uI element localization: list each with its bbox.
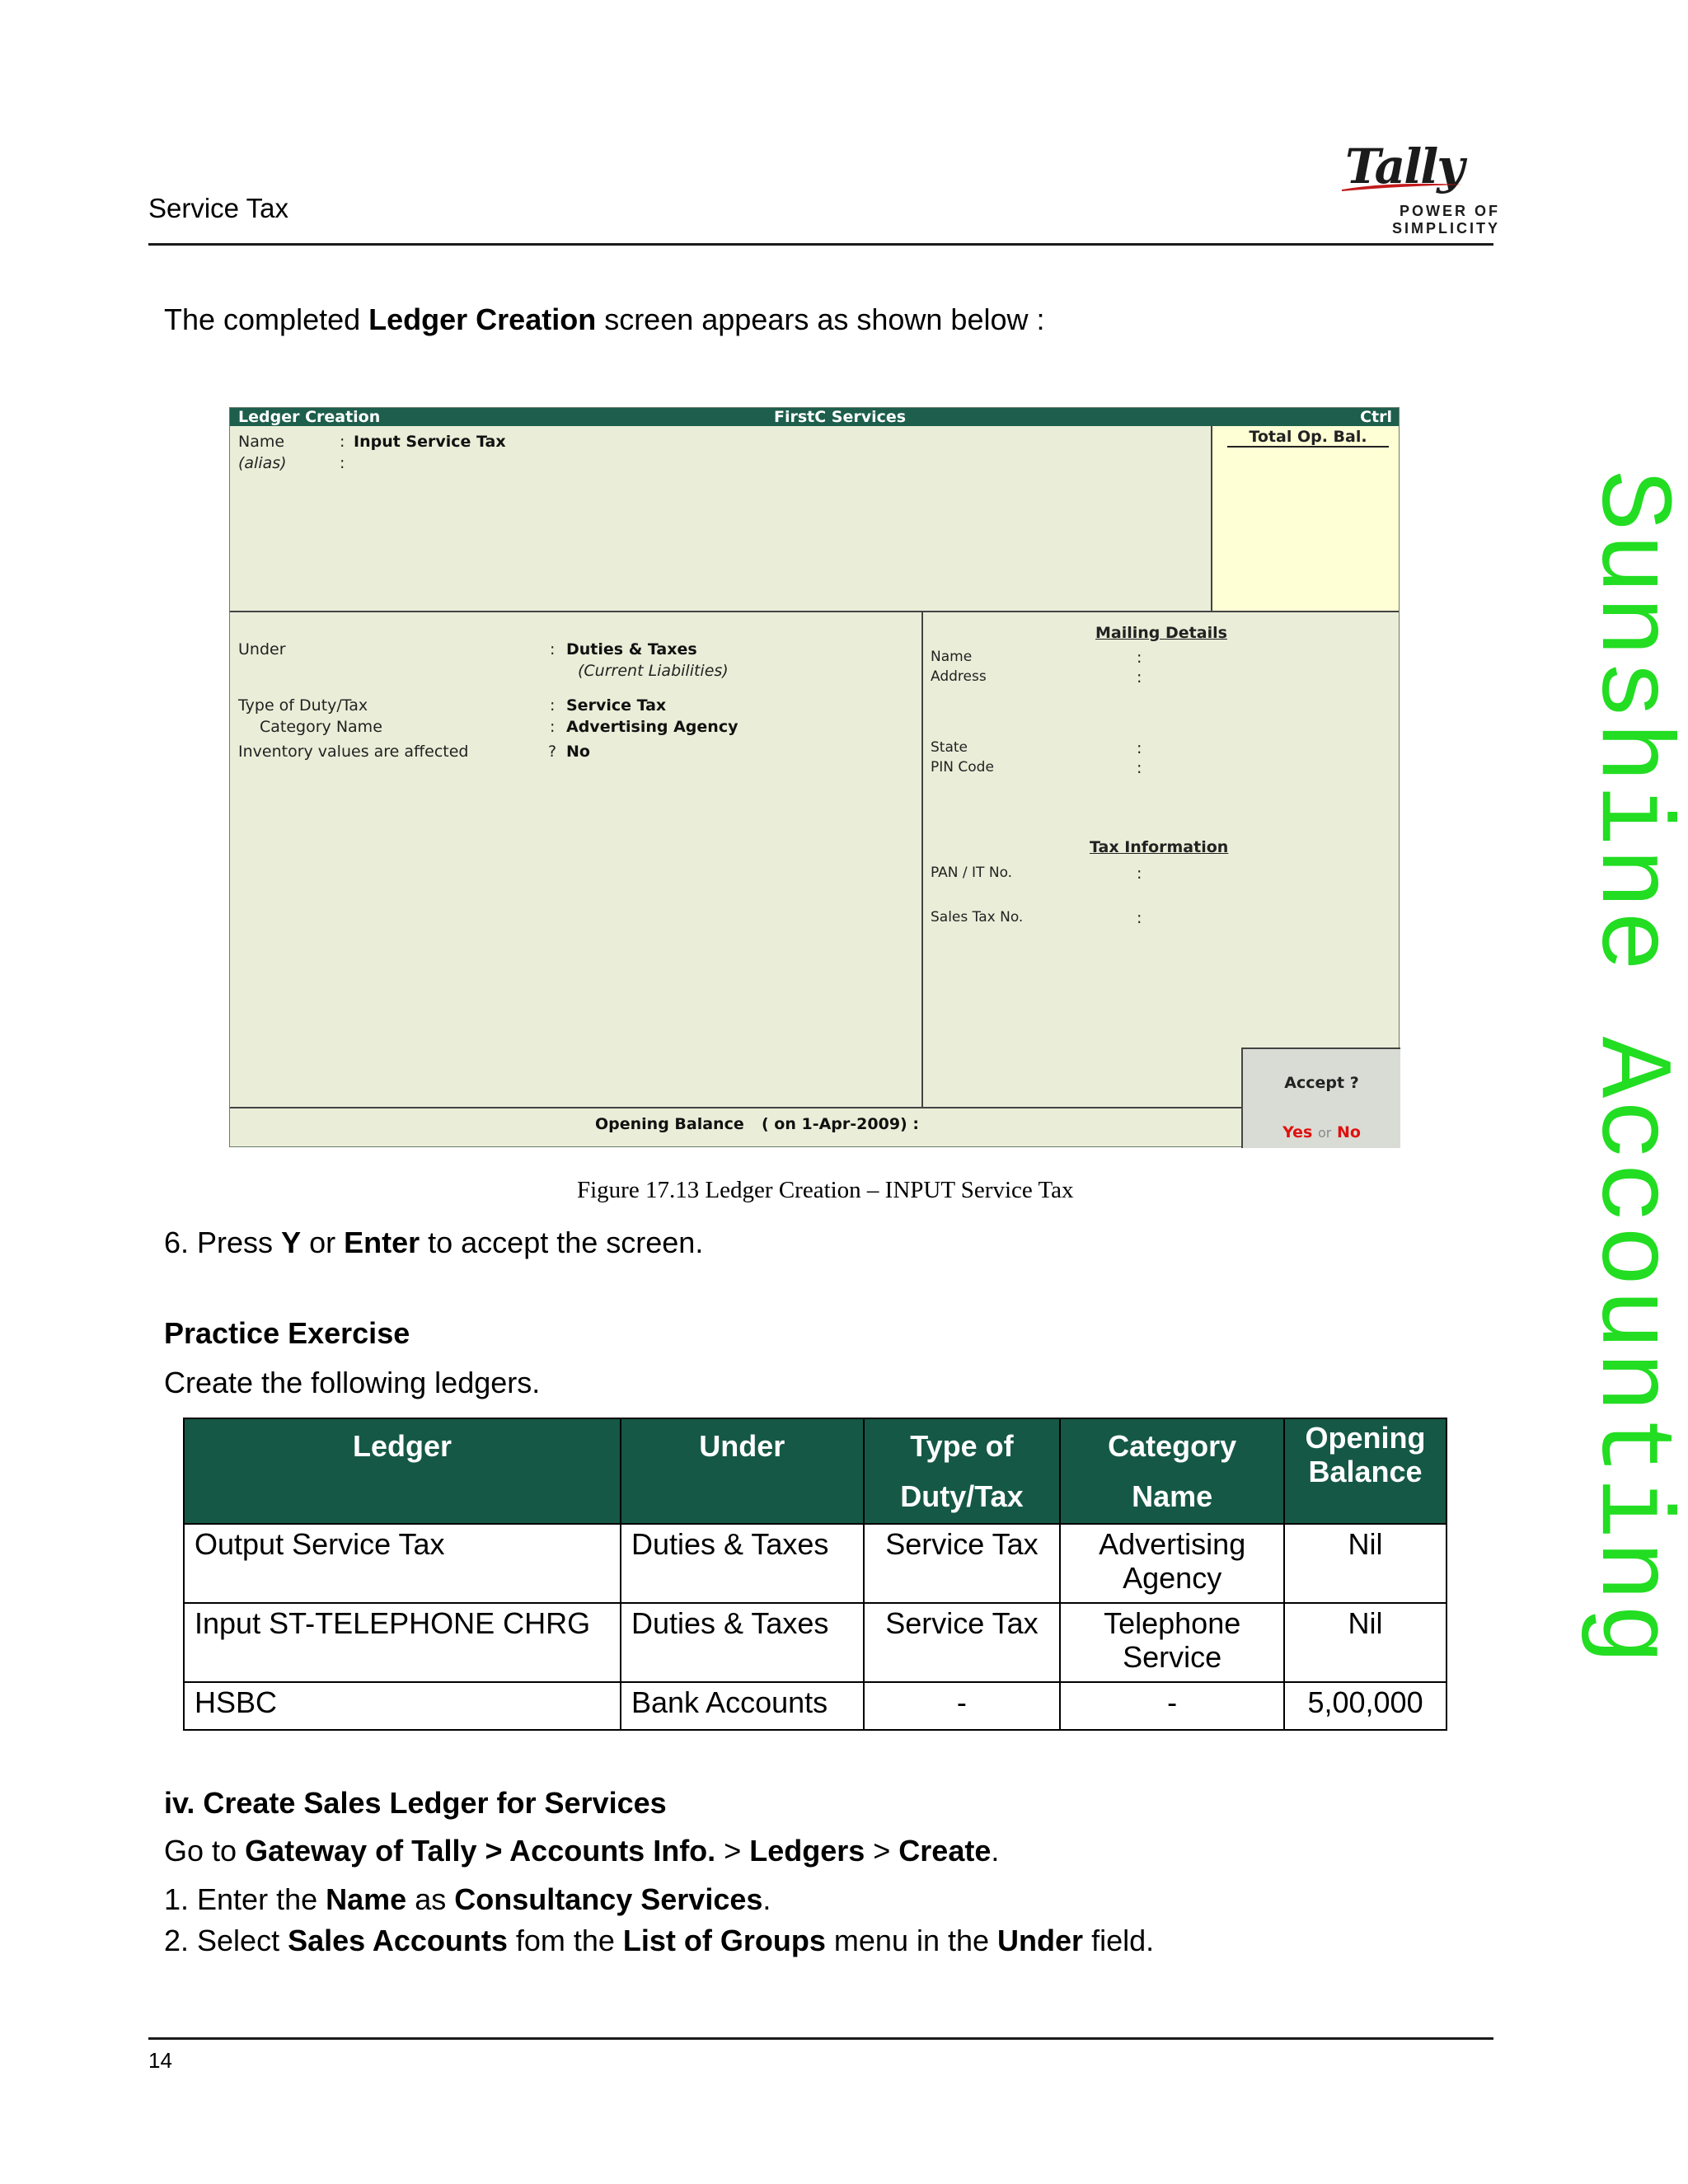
- step2-mid2: menu in the: [825, 1924, 998, 1957]
- mail-pin-label: PIN Code: [931, 759, 994, 776]
- table-row: [184, 1524, 1447, 1603]
- step2-menu: List of Groups: [622, 1924, 826, 1957]
- company-name: FirstC Services: [774, 408, 907, 426]
- mail-name-colon: :: [1137, 649, 1142, 667]
- no-button[interactable]: No: [1336, 1123, 1361, 1141]
- col-header-under: Under: [621, 1418, 864, 1524]
- opening-balance-label: Opening Balance: [595, 1115, 744, 1133]
- total-op-bal-panel: [1211, 426, 1399, 612]
- duty-type-colon: :: [550, 696, 556, 715]
- name-value[interactable]: Input Service Tax: [354, 433, 506, 451]
- step2-field: Under: [997, 1924, 1084, 1957]
- cell-category: Telephone Service: [1060, 1603, 1284, 1682]
- practice-ledger-table: [183, 1418, 1447, 1731]
- bottom-rule: [230, 1107, 1242, 1108]
- step1-period: .: [762, 1882, 771, 1916]
- goto-path: Gateway of Tally > Accounts Info.: [245, 1834, 716, 1868]
- pan-colon: :: [1137, 865, 1142, 883]
- mail-address-label: Address: [931, 668, 987, 685]
- step2-end: field.: [1083, 1924, 1155, 1957]
- category-value[interactable]: Advertising Agency: [566, 718, 738, 736]
- col-header-opening: Opening Balance: [1284, 1418, 1447, 1524]
- cell-ledger: Output Service Tax: [184, 1524, 621, 1603]
- cell-under: Bank Accounts: [621, 1682, 864, 1730]
- accept-choices: [1243, 1123, 1400, 1141]
- col-header-category: Category Name: [1060, 1418, 1284, 1524]
- step-6: [164, 1225, 703, 1260]
- mail-address-colon: :: [1137, 668, 1142, 687]
- or-text: or: [1317, 1125, 1332, 1141]
- mail-state-label: State: [931, 739, 968, 756]
- cell-opening: Nil: [1284, 1603, 1447, 1682]
- screen-titlebar: [230, 408, 1399, 426]
- mail-pin-colon: :: [1137, 759, 1142, 777]
- logo-swoosh-icon: [1340, 180, 1464, 193]
- intro-text-end: screen appears as shown below :: [596, 302, 1045, 336]
- step1-text: 1. Enter the: [164, 1882, 326, 1916]
- step6-text-end: to accept the screen.: [420, 1226, 704, 1259]
- goto-instruction: [164, 1833, 999, 1868]
- step-2: [164, 1923, 1154, 1958]
- tally-logo: [1309, 138, 1500, 237]
- step6-text: 6. Press: [164, 1226, 282, 1259]
- table-header-row: [184, 1418, 1447, 1524]
- header-rule: [148, 243, 1493, 246]
- under-colon: :: [550, 640, 556, 658]
- cell-under: Duties & Taxes: [621, 1603, 864, 1682]
- sales-tax-label: Sales Tax No.: [931, 909, 1024, 926]
- col-header-ledger: Ledger: [184, 1418, 621, 1524]
- practice-intro: Create the following ledgers.: [164, 1366, 541, 1399]
- cell-type: Service Tax: [864, 1524, 1061, 1603]
- panel-divider: [921, 612, 923, 1107]
- ledger-creation-screen: [229, 407, 1400, 1147]
- upper-rule: [230, 611, 1211, 612]
- logo-wordmark: Tally: [1345, 138, 1463, 194]
- mail-name-label: Name: [931, 649, 973, 665]
- under-value[interactable]: Duties & Taxes: [566, 640, 697, 658]
- goto-period: .: [991, 1834, 1000, 1868]
- step1-name: Name: [326, 1882, 407, 1916]
- inventory-label: Inventory values are affected: [238, 743, 469, 761]
- step6-key-y: Y: [281, 1226, 302, 1259]
- section-iv-heading: iv. Create Sales Ledger for Services: [164, 1786, 667, 1820]
- cell-under: Duties & Taxes: [621, 1524, 864, 1603]
- practice-heading: Practice Exercise: [164, 1316, 410, 1350]
- inventory-question: ?: [548, 743, 557, 761]
- cell-category: Advertising Agency: [1060, 1524, 1284, 1603]
- footer-rule: [148, 2037, 1493, 2040]
- goto-sep-2: >: [865, 1834, 899, 1868]
- accept-dialog: [1241, 1047, 1400, 1148]
- page-number: 14: [148, 2048, 172, 2073]
- step2-mid: fom the: [507, 1924, 623, 1957]
- goto-create: Create: [898, 1834, 992, 1868]
- cell-ledger: HSBC: [184, 1682, 621, 1730]
- tax-information-heading: Tax Information: [1090, 838, 1229, 856]
- sales-tax-colon: :: [1137, 909, 1142, 927]
- cell-type: -: [864, 1682, 1061, 1730]
- step2-text: 2. Select: [164, 1924, 288, 1957]
- cell-category: -: [1060, 1682, 1284, 1730]
- intro-text: The completed: [164, 302, 369, 336]
- cell-ledger: Input ST-TELEPHONE CHRG: [184, 1603, 621, 1682]
- alias-label: (alias): [238, 454, 287, 472]
- mail-state-colon: :: [1137, 739, 1142, 757]
- table-row: [184, 1603, 1447, 1682]
- table-row: [184, 1682, 1447, 1730]
- opening-balance-date: ( on 1-Apr-2009) :: [762, 1115, 919, 1133]
- step2-group: Sales Accounts: [288, 1924, 508, 1957]
- alias-colon: :: [340, 454, 345, 472]
- mailing-details-heading: Mailing Details: [1095, 624, 1227, 642]
- category-label: Category Name: [260, 718, 382, 736]
- watermark: Sunshine Accounting: [1572, 470, 1687, 1666]
- category-colon: :: [550, 718, 556, 736]
- accept-prompt: Accept ?: [1284, 1074, 1359, 1092]
- step-1: [164, 1882, 771, 1917]
- yes-button[interactable]: Yes: [1282, 1123, 1313, 1141]
- intro-bold: Ledger Creation: [368, 302, 597, 336]
- step6-key-enter: Enter: [344, 1226, 420, 1259]
- running-head: Service Tax: [148, 193, 288, 223]
- under-group-note: (Current Liabilities): [578, 662, 729, 680]
- step1-mid: as: [406, 1882, 455, 1916]
- name-colon: :: [340, 433, 345, 451]
- screen-title: Ledger Creation: [238, 408, 381, 426]
- goto-ledgers: Ledgers: [749, 1834, 865, 1868]
- ctrl-indicator: Ctrl: [1360, 408, 1392, 426]
- col-header-type: Type of Duty/Tax: [864, 1418, 1061, 1524]
- inventory-value[interactable]: No: [566, 743, 590, 761]
- pan-label: PAN / IT No.: [931, 865, 1013, 881]
- figure-caption: Figure 17.13 Ledger Creation – INPUT Service Tax: [577, 1177, 1074, 1203]
- step1-value: Consultancy Services: [454, 1882, 763, 1916]
- name-label: Name: [238, 433, 285, 451]
- total-op-bal-heading: Total Op. Bal.: [1227, 428, 1389, 448]
- goto-text: Go to: [164, 1834, 246, 1868]
- intro-paragraph: [164, 302, 1045, 337]
- cell-type: Service Tax: [864, 1603, 1061, 1682]
- logo-tagline: POWER OF SIMPLICITY: [1391, 203, 1500, 237]
- cell-opening: Nil: [1284, 1524, 1447, 1603]
- cell-opening: 5,00,000: [1284, 1682, 1447, 1730]
- goto-sep: >: [715, 1834, 750, 1868]
- duty-type-label: Type of Duty/Tax: [238, 696, 368, 715]
- step6-text-mid: or: [301, 1226, 345, 1259]
- under-label: Under: [238, 640, 286, 658]
- duty-type-value[interactable]: Service Tax: [566, 696, 667, 715]
